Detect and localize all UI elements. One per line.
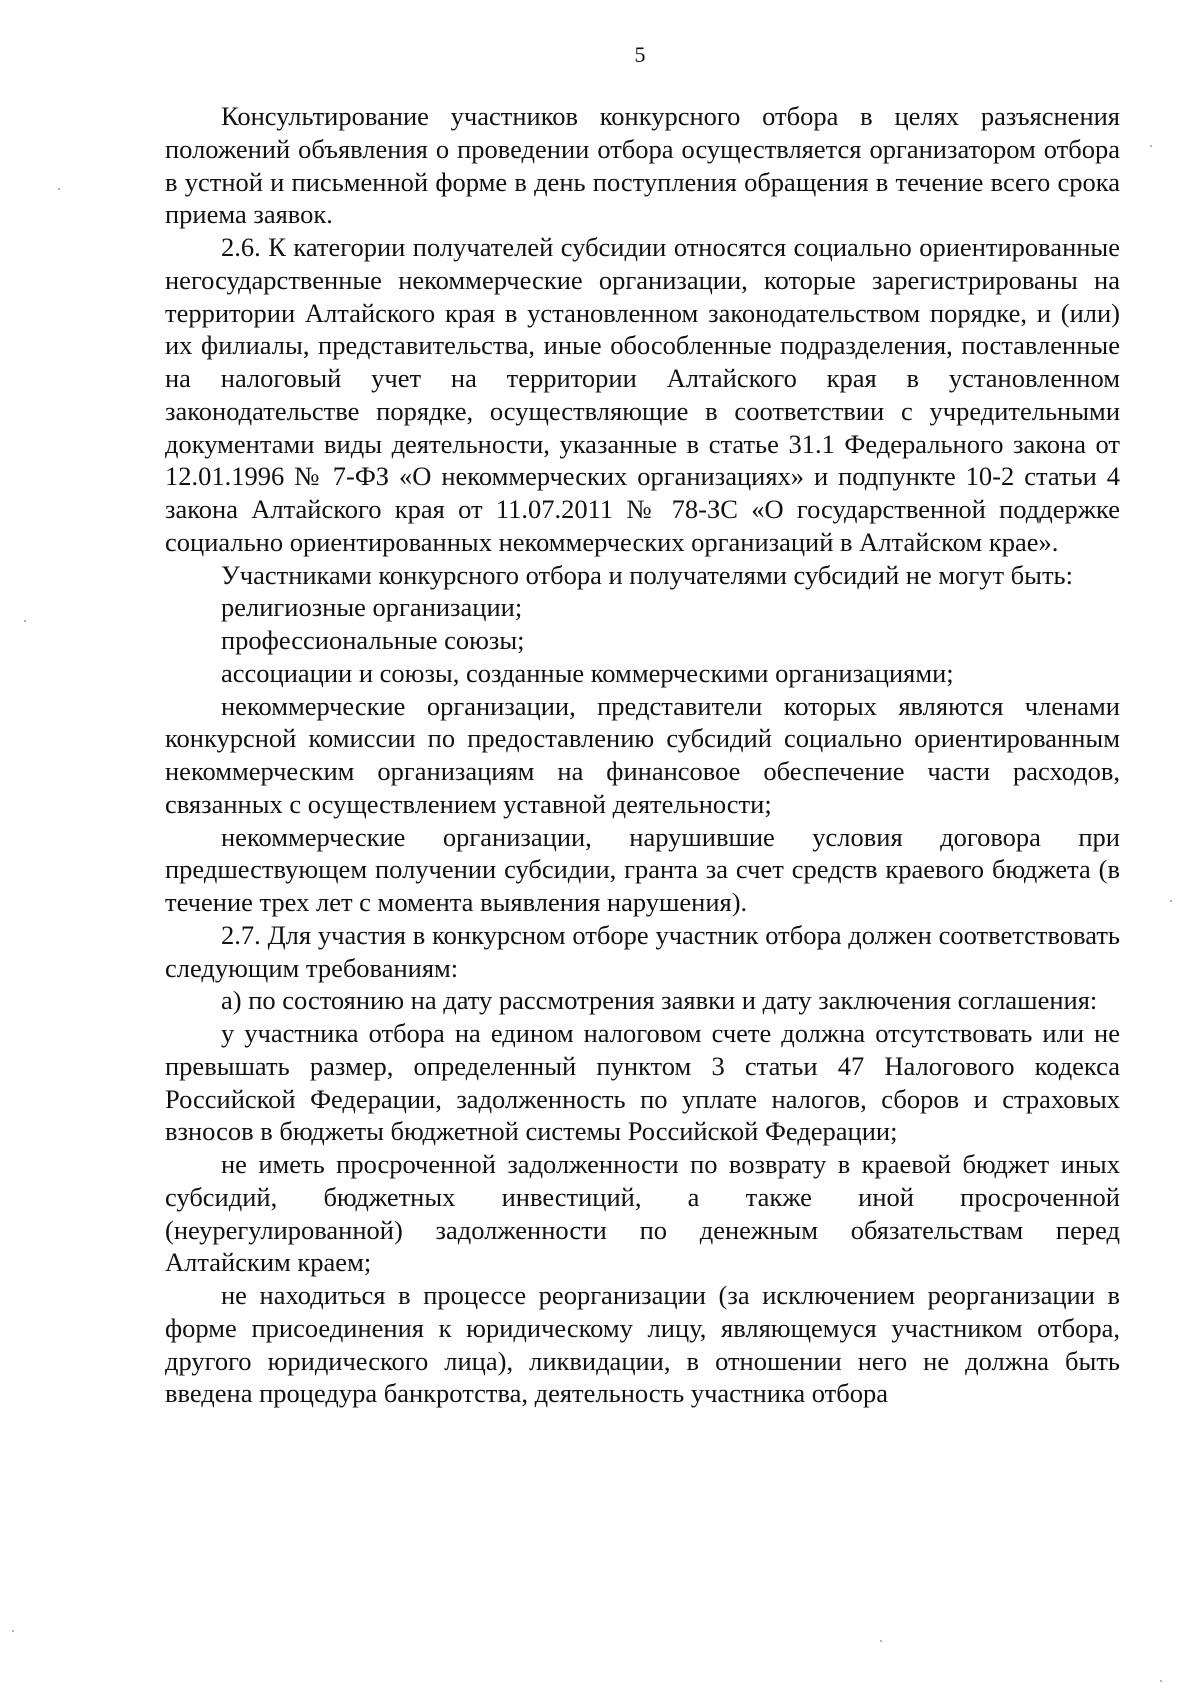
scan-speck [1170, 900, 1172, 902]
list-item-contract-violators: некоммерческие организации, нарушившие условия договора при предшествующем получении субсидии, гранта за счет средств краевого бюджета (в течение трех лет с момента выявления нарушения). [165, 821, 1120, 917]
list-item-associations: ассоциации и союзы, созданные коммерческими организациями; [221, 657, 954, 688]
document-body [165, 100, 1120, 1410]
list-item-religious-organizations: религиозные организации; [221, 592, 523, 623]
paragraph-consultation: Консультирование участников конкурсного отбора в целях разъяснения положений объявления о проведении отбора осуществляется организатором отбора в устной и письменной форме в день поступления обращения в течение всего срока приема заявок. [165, 101, 1120, 230]
scan-speck [1160, 1680, 1162, 1682]
paragraph-requirement-a: а) по состоянию на дату рассмотрения заявки и дату заключения соглашения: [221, 985, 1098, 1016]
paragraph-tax-debt: у участника отбора на едином налоговом счете должна отсутствовать или не превышать размер, определенный пунктом 3 статьи 47 Налогового кодекса Российской Федерации, задолженность по уплате налогов, сборов и страховых взносов в бюджеты бюджетной системы Российской Федерации; [165, 1018, 1120, 1147]
scan-speck [12, 1630, 14, 1632]
paragraph-2-7-requirements: 2.7. Для участия в конкурсном отборе участник отбора должен соответствовать следующим требованиям: [165, 919, 1120, 983]
page-number: 5 [634, 42, 646, 67]
scan-speck [58, 188, 60, 190]
list-item-commission-members: некоммерческие организации, представители которых являются членами конкурсной комиссии по предоставлению субсидий социально ориентированным некоммерческим организациям на финансовое обеспечение части расходов, связанных с осуществлением уставной деятельности; [165, 690, 1120, 819]
paragraph-overdue-debt: не иметь просроченной задолженности по возврату в краевой бюджет иных субсидий, бюджетных инвестиций, а также иной просроченной (неурегулированной) задолженности по денежным обязательствам перед Алтайским краем; [165, 1149, 1120, 1278]
list-item-trade-unions: профессиональные союзы; [221, 625, 525, 655]
paragraph-2-6-recipient-category: 2.6. К категории получателей субсидии относятся социально ориентированные негосударственные некоммерческие организации, которые зарегистрированы на территории Алтайского края в установленном законодательством порядке, и (или) их филиалы, представительства, иные обособленные подразделения, поставленные на налоговый учет на территории Алтайского края в установленном законодательстве порядке, осуществляющие в соответствии с учредительными документами виды деятельности, указанные в статье 31.1 Федерального закона от 12.01.1996 № 7-ФЗ «О некоммерческих организациях» и подпункте 10-2 статьи 4 закона Алтайского края от 11.07.2011 № 78-ЗС «О государственной поддержке социально ориентированных некоммерческих организаций в Алтайском крае». [165, 232, 1120, 557]
scan-speck [880, 1640, 882, 1642]
paragraph-excluded-participants: Участниками конкурсного отбора и получателями субсидий не могут быть: [221, 559, 1073, 590]
scan-speck [24, 620, 26, 622]
scan-speck [1150, 145, 1152, 147]
paragraph-reorganization: не находиться в процессе реорганизации (за исключением реорганизации в форме присоединения к юридическому лицу, являющемуся участником отбора, другого юридического лица), ликвидации, в отношении него не должна быть введена процедура банкротства, деятельность участника отбора [165, 1280, 1120, 1409]
